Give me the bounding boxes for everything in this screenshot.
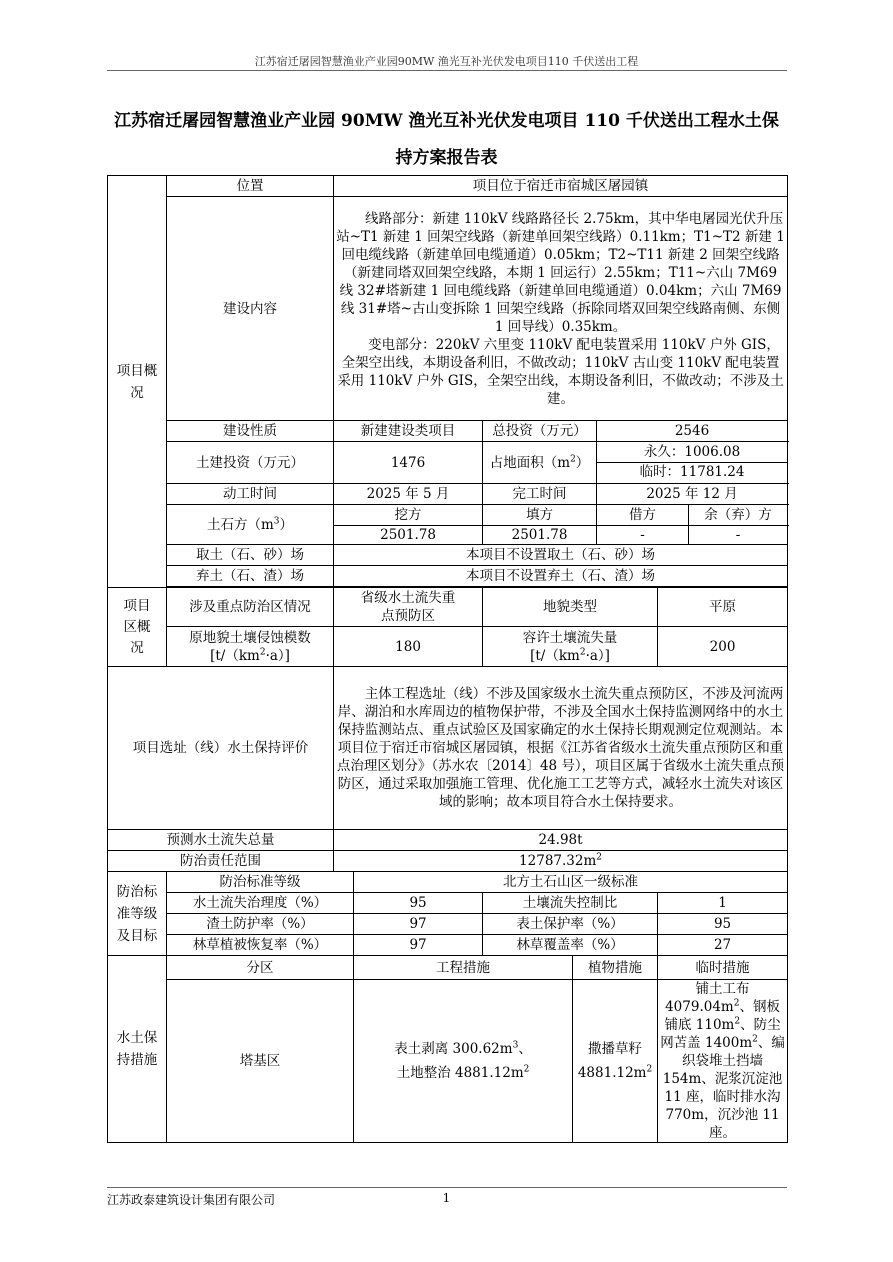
allow-label xyxy=(483,627,658,667)
earth-col-fill: 填方 xyxy=(483,505,597,526)
earth-col-excavation: 挖方 xyxy=(334,505,483,526)
content-substation-paragraph: 变电部分：220kV 六里变 110kV 配电装置采用 110kV 户外 GIS，全架空出线，本期设备利旧，不做改动；110kV 古山变 110kV 配电装置采用 110kV 户外 GIS，全架空出线，本期设备利旧，不做改动；不涉及土建。 xyxy=(337,336,784,407)
target-row-1-value-b: 1 xyxy=(658,893,788,914)
target-row-2-value-b: 95 xyxy=(658,914,788,935)
location-label: 位置 xyxy=(167,176,334,197)
content-line-paragraph: 线路部分：新建 110kV 线路路径长 2.75km，其中华电屠园光伏升压站~T1 新建 1 回架空线路（新建单回架空线路）0.11km；T1~T2 新建 1 回电缆线路（新建单回电缆通道）0.05km；T2~T11 新建 2 回架空线路（新建同塔双回架空线路，本期 1 回运行）2.55km；T11~六山 7M69 线 32#塔新建 1 回电缆线路（新建单回电缆通道）0.04km；六山 7M69 线 31#塔~古山变拆除 1 回架空线路（拆除同塔双回架空线路南侧、东侧 1 回导线）0.35km。 xyxy=(336,210,785,335)
earth-val-excavation: 2501.78 xyxy=(334,526,483,545)
engineering-grading: 土地整治 4881.12m xyxy=(396,1065,524,1081)
page-number: 1 xyxy=(442,1191,451,1205)
borrow-value: 本项目不设置取土（石、砂）场 xyxy=(334,545,788,566)
predicted-value: 24.98t xyxy=(334,830,788,851)
zone-value-text: 省级水土流失重点预防区 xyxy=(360,590,456,624)
target-row-2-label-a: 渣土防护率（%） xyxy=(167,914,354,935)
invest-label: 总投资（万元） xyxy=(483,421,597,442)
region-section-label: 项目区概况 xyxy=(123,597,151,656)
start-value: 2025 年 5 月 xyxy=(334,484,483,505)
evaluation-paragraph: 主体工程选址（线）不涉及国家级水土流失重点预防区，不涉及河流两岸、湖泊和水库周边的植物保护带，不涉及全国水土保持监测网络中的水土保持监测站点、重点试验区及国家确定的水土保持长期观测定位观测站。本项目位于宿迁市宿城区屠园镇，根据《江苏省省级水土流失重点预防区和重点治理区划分》（苏水农〔2014〕48 号），项目区属于省级水土流失重点预防区，通过采取加强施工管理、优化施工工艺等方式，减轻水土流失对该区域的影响；故本项目符合水土保持要求。 xyxy=(336,686,785,810)
engineering-stripping: 表土剥离 300.62m xyxy=(394,1041,513,1057)
measures-header-zone: 分区 xyxy=(167,956,354,980)
title-line-1: 江苏宿迁屠园智慧渔业产业园 90MW 渔光互补光伏发电项目 110 千伏送出工程水土保 xyxy=(114,111,779,131)
document-title xyxy=(100,103,793,177)
measures-section-cell xyxy=(108,956,167,1143)
scope-value-sup: 2 xyxy=(596,852,602,863)
target-row-1-value-a: 95 xyxy=(354,893,483,914)
spoil-value: 本项目不设置弃土（石、渣）场 xyxy=(334,566,788,587)
temporary-geotextile-sup: 2 xyxy=(733,998,740,1009)
erosion-unit-a: [t/（km xyxy=(210,647,260,664)
borrow-label: 取土（石、砂）场 xyxy=(167,545,334,566)
level-label: 防治标准等级 xyxy=(167,872,354,893)
allow-unit-sup: 2 xyxy=(579,647,586,657)
temporary-dust-net-sup: 2 xyxy=(752,1034,758,1045)
measures-plant xyxy=(573,980,658,1143)
plant-area-sup: 2 xyxy=(646,1064,653,1075)
erosion-label-text: 原地貌土壤侵蚀模数 xyxy=(189,629,311,646)
predicted-label: 预测水土流失总量 xyxy=(108,830,334,851)
plant-area-text: 4881.12m xyxy=(577,1065,647,1081)
erosion-value: 180 xyxy=(334,627,483,667)
end-label: 完工时间 xyxy=(483,484,597,505)
earth-val-borrow: - xyxy=(597,526,689,545)
area-permanent: 永久：1006.08 xyxy=(643,444,741,460)
engineering-line-1 xyxy=(356,1037,570,1061)
location-value: 项目位于宿迁市宿城区屠园镇 xyxy=(334,176,788,197)
erosion-label xyxy=(167,627,334,667)
earth-col-borrow: 借方 xyxy=(597,505,689,526)
area-values xyxy=(597,442,788,484)
footer-company: 江苏政泰建筑设计集团有限公司 xyxy=(107,1193,276,1207)
engineering-separator: 、 xyxy=(518,1041,532,1057)
measures-zone: 塔基区 xyxy=(167,980,354,1143)
area-temporary: 临时：11781.24 xyxy=(597,462,787,482)
civil-value: 1476 xyxy=(334,442,483,484)
allow-unit-a: [t/（km xyxy=(530,647,580,664)
nature-label: 建设性质 xyxy=(167,421,334,442)
level-value: 北方土石山区一级标准 xyxy=(354,872,788,893)
standard-section-label: 防治标准等级及目标 xyxy=(116,883,158,944)
engineering-line-2 xyxy=(356,1061,570,1085)
target-row-3-label-a: 林草植被恢复率（%） xyxy=(167,935,354,956)
nature-value: 新建建设类项目 xyxy=(334,421,483,442)
report-table xyxy=(107,175,788,1143)
earth-label-text: 土石方（m xyxy=(206,516,274,533)
measures-header-plant: 植物措施 xyxy=(573,956,658,980)
landform-label: 地貌类型 xyxy=(483,588,658,627)
target-row-2-value-a: 97 xyxy=(354,914,483,935)
earth-label-close: ） xyxy=(279,516,294,533)
start-label: 动工时间 xyxy=(167,484,334,505)
area-label xyxy=(483,442,597,484)
allow-label-text: 容许土壤流失量 xyxy=(522,629,618,646)
measures-engineering xyxy=(354,980,573,1143)
erosion-unit-b: ·a）] xyxy=(265,647,290,664)
running-header: 江苏宿迁屠园智慧渔业产业园90MW 渔光互补光伏发电项目110 千伏送出工程 xyxy=(254,55,639,68)
plant-seeding: 撒播草籽 xyxy=(588,1041,643,1057)
temporary-others: 、编织袋堆土挡墙 154m、泥浆沉淀池 11 座，临时排水沟 770m，沉沙池 11 座。 xyxy=(662,1035,785,1141)
zone-value xyxy=(334,588,483,627)
footer-rule xyxy=(107,1187,787,1188)
standard-section-cell xyxy=(108,872,167,956)
overview-section-label: 项目概况 xyxy=(116,362,158,401)
allow-unit xyxy=(485,647,655,665)
scope-value xyxy=(334,851,788,872)
end-value: 2025 年 12 月 xyxy=(597,484,788,505)
erosion-unit-sup: 2 xyxy=(259,647,266,657)
area-label-close: ） xyxy=(575,454,590,471)
overview-section-cell xyxy=(108,176,167,588)
earth-col-surplus: 余（弃）方 xyxy=(689,505,788,526)
temporary-dust-net: 、防尘网苫盖 1400m xyxy=(660,1017,781,1051)
erosion-unit xyxy=(169,647,331,665)
target-row-2-label-b: 表土保护率（%） xyxy=(483,914,658,935)
temporary-steel-plate-sup: 2 xyxy=(734,1016,741,1027)
temporary-steel-plate: 、钢板铺底 110m xyxy=(664,999,780,1033)
measures-temporary xyxy=(658,980,788,1143)
engineering-grading-sup: 2 xyxy=(523,1064,530,1075)
earth-label-sup: 3 xyxy=(273,516,280,526)
scope-value-text: 12787.32m xyxy=(519,853,597,869)
target-row-1-label-b: 土壤流失控制比 xyxy=(483,893,658,914)
earth-val-surplus: - xyxy=(689,526,788,545)
target-row-3-value-b: 27 xyxy=(658,935,788,956)
earth-val-fill: 2501.78 xyxy=(483,526,597,545)
measures-section-label: 水土保持措施 xyxy=(116,1030,158,1068)
area-label-sup: 2 xyxy=(570,454,576,464)
content-value xyxy=(334,197,788,421)
scope-label: 防治责任范围 xyxy=(108,851,334,872)
civil-label: 土建投资（万元） xyxy=(167,442,334,484)
earth-label xyxy=(167,505,334,545)
measures-header-temporary: 临时措施 xyxy=(658,956,788,980)
content-label: 建设内容 xyxy=(167,197,334,421)
spoil-label: 弃土（石、渣）场 xyxy=(167,566,334,587)
allow-value: 200 xyxy=(658,627,788,667)
region-section-cell xyxy=(108,588,167,667)
invest-value: 2546 xyxy=(597,421,788,442)
temporary-geotextile: 铺土工布 4079.04m xyxy=(665,981,750,1015)
area-label-text: 占地面积（m xyxy=(489,454,571,471)
plant-area xyxy=(575,1061,655,1085)
zone-label: 涉及重点防治区情况 xyxy=(167,588,334,627)
target-row-3-value-a: 97 xyxy=(354,935,483,956)
target-row-3-label-b: 林草覆盖率（%） xyxy=(483,935,658,956)
evaluation-label: 项目选址（线）水土保持评价 xyxy=(108,667,334,830)
evaluation-text xyxy=(334,667,788,830)
allow-unit-b: ·a）] xyxy=(585,647,610,664)
engineering-stripping-sup: 3 xyxy=(512,1040,519,1051)
landform-value: 平原 xyxy=(658,588,788,627)
measures-header-engineering: 工程措施 xyxy=(354,956,573,980)
target-row-1-label-a: 水土流失治理度（%） xyxy=(167,893,354,914)
header-rule xyxy=(107,70,787,71)
title-line-2: 持方案报告表 xyxy=(395,148,498,168)
